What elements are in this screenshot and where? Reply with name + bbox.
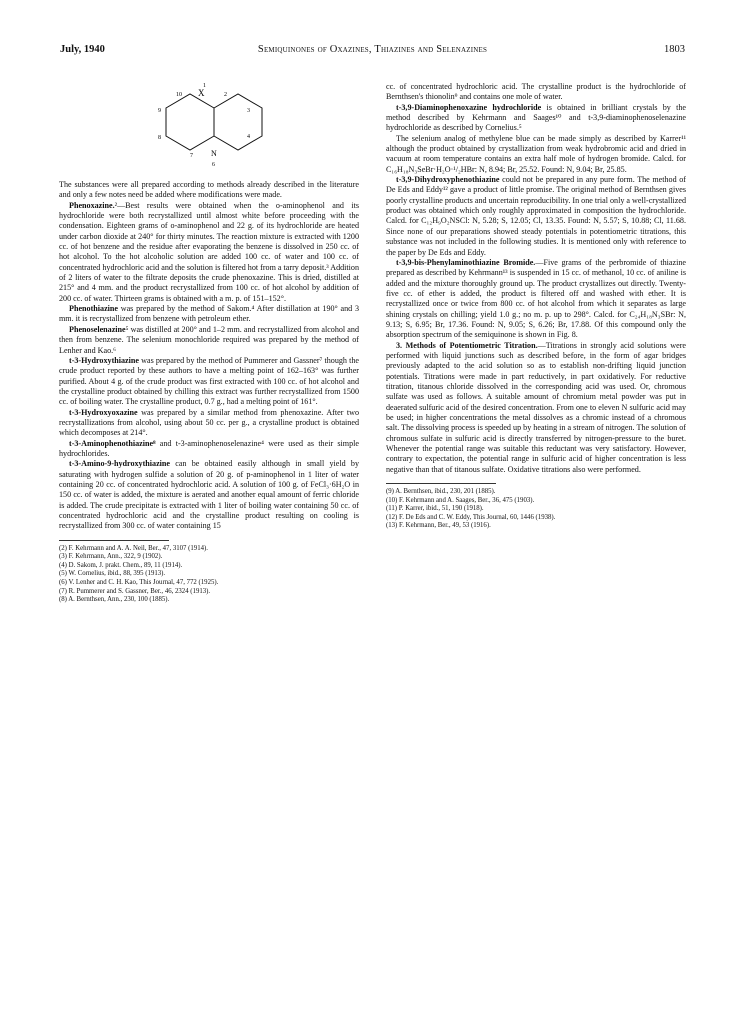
paragraph-selenium-analog: The selenium analog of methylene blue can be made simply as described by Karrer¹¹ although the product obtained by crystallization from weak hydrobromic acid and dried in vacuum at room temperature contains an extra half mole of hydrogen bromide. Calcd. for C₁₆H₁₈N₃SeBr·H₂O·¹/₂HBr: N, 8.94; Br, 25.52. Found: N, 9.04; Br, 25.85.	[386, 133, 686, 174]
footnote-rule	[386, 483, 496, 484]
footnote: (8) A. Bernthsen, Ann., 230, 100 (1885).	[59, 596, 170, 604]
footnote: (6) V. Lenher and C. H. Kao, This Journal, 47, 772 (1925).	[59, 579, 219, 587]
running-header	[60, 44, 685, 60]
ring-label-8: 8	[158, 135, 161, 141]
paragraph-continuation: cc. of concentrated hydrochloric acid. The crystalline product is the hydrochloride of Bernthsen's thionolin⁹ and contains one mole of water.	[386, 82, 686, 102]
ring-structure-figure	[59, 82, 359, 180]
paragraph-aminophenothiazine: t-3-Aminophenothiazine⁸ and t-3-aminophenoselenazine⁴ were used as their simple hydrochlorides.	[59, 438, 359, 458]
paragraph-amino-hydroxythiazine: t-3-Amino-9-hydroxythiazine can be obtained easily although in small yield by saturating with hydrogen sulfide a solution of 20 g. of p-aminophenol in 1 liter of water containing 20 cc. of concentrated hydrochloric acid. A solution of 100 g. of FeCl₃·6H₂O in 150 cc. of water is added, the mixture is aerated and another equal amount of ferric chloride is added. The crude precipitate is extracted with 1 liter of boiling water containing 50 cc. of concentrated hydrochloric acid and the crystalline product resulting on cooling is recrystallized from 300 cc. of water containing 15	[59, 459, 359, 531]
footnote-rule	[59, 540, 169, 541]
ring-label-9: 9	[158, 108, 161, 114]
paragraph-phenothiazine: Phenothiazine was prepared by the method of Sakom.⁴ After distillation at 190° and 3 mm. it is recrystallized from benzene with petroleum ether.	[59, 304, 359, 324]
footnote: (4) D. Sakom, J. prakt. Chem., 89, 11 (1914).	[59, 561, 183, 569]
footnote: (13) F. Kehrmann, Ber., 49, 53 (1916).	[386, 522, 491, 530]
ring-label-1: 1	[203, 83, 206, 89]
paragraph-phenoselenazine: Phenoselenazine⁵ was distilled at 200° and 1–2 mm. and recrystallized from alcohol and then from benzene. The selenium monochloride required was prepared by the method of Lenher and Kao.⁶	[59, 324, 359, 355]
ring-label-n: N	[211, 149, 217, 158]
footnote: (11) P. Karrer, ibid., 51, 190 (1918).	[386, 505, 484, 513]
footnote: (10) F. Kehrmann and A. Saages, Ber., 36, 475 (1903).	[386, 496, 535, 504]
paragraph-intro: The substances were all prepared according to methods already described in the literature and only a few notes need be added where modifications were made.	[59, 180, 359, 200]
header-title: Semiquinones of Oxazines, Thiazines and Selenazines	[257, 44, 488, 55]
ring-label-2: 2	[224, 92, 227, 98]
footnote: (2) F. Kehrmann and A. A. Neil, Ber., 47, 3107 (1914).	[59, 544, 208, 552]
paragraph-hydroxyoxazine: t-3-Hydroxyoxazine was prepared by a similar method from phenoxazine. After two recrystallizations from alcohol, using about 50 cc. per g., a crystalline product is obtained which decomposes at 214°.	[59, 407, 359, 438]
footnote: (7) R. Pummerer and S. Gassner, Ber., 46, 2324 (1913).	[59, 587, 211, 595]
ring-label-7: 7	[190, 153, 193, 159]
ring-label-3: 3	[247, 108, 250, 114]
left-column	[59, 82, 359, 605]
ring-label-6: 6	[212, 162, 215, 168]
right-column	[386, 82, 686, 531]
footnote: (9) A. Bernthsen, ibid., 230, 201 (1885).	[386, 488, 496, 496]
page-number: 1803	[664, 44, 685, 55]
paragraph-phenoxazine: Phenoxazine.²—Best results were obtained when the o-aminophenol and its hydrochloride were both recrystallized until almost white before proceeding with the condensation. Eighteen grams of o-aminophenol and 22 g. of its hydrochloride are heated under carbon dioxide at 240° for thirty minutes. The reaction mixture is extracted with 1200 cc. of hot benzene and the residue after evaporating the benzene is dissolved in 250 cc. of hot alcohol. To the hot alcoholic solution are added 100 cc. of water and 100 cc. of concentrated hydrochloric acid and the solution is filtered hot from a tarry deposit.³ Addition of 2 liters of water to the filtrate deposits the crude phenoxazine. This is dried, distilled at 215° and 4 mm. and the product recrystallized from 100 cc. of hot alcohol by addition of 200 cc. of water. Thirteen grams is obtained with a m. p. of 151–152°.	[59, 200, 360, 303]
tricyclic-ring-diagram	[154, 82, 264, 178]
footnote: (3) F. Kehrmann, Ann., 322, 9 (1902).	[59, 553, 163, 561]
paragraph-titration-methods: 3. Methods of Potentiometric Titration.—Titrations in strongly acid solutions were performed with liquid junctions such as described before, in the form of agar bridges previously adapted to the acid solution so as to establish non-drifting liquid junction potentials. Titrations were made in part reductively, in part oxidatively. For reductive titration, titanous chloride dissolved in the corresponding acid was used. Or, chromous sulfate was used as follows. A suitable amount of chromium metal powder was put in deaerated sulfuric acid of the desired concentration. From one to eleven N sulfuric acid may be used; in higher concentrations the metal dissolves as a chromic instead of a chromous salt. The dissolving process is speeded up by heating in a stream of nitrogen. The solution of chromous sulfate in sulfuric acid is directly transferred by nitrogen-pressure to the buret. Whenever the potential range was suitable this reductant was very satisfactory. However, contrary to expectation, the potential range in sulfuric acid of higher concentration is less negative than that of titanous sulfate. Oxidative titrations also were performed.	[386, 340, 686, 474]
footnote: (5) W. Cornelius, ibid., 88, 395 (1913).	[59, 570, 166, 578]
paragraph-bis-phenylaminothiazine: t-3,9-bis-Phenylaminothiazine Bromide.—Five grams of the perbromide of thiazine prepared as described by Kehrmann¹³ is suspended in 15 cc. of methanol, 10 cc. of aniline is added and the mixture thoroughly ground up. The product crystallizes out directly. Twenty-five cc. of ether is added, the product is filtered off and washed with ether. It is recrystallized once or twice from 800 cc. of hot alcohol from which it separates as large shining crystals on chilling; yield 1.0 g.; no m. p. up to 298°. Calcd. for C₂₄H₁₈N₃SBr: N, 9.13; S, 6.95; Br, 17.36. Found: N, 9.05; S, 6.26; Br, 17.88. Of this compound only the absorption spectrum of the semiquinone is shown in Fig. 8.	[386, 257, 687, 340]
paragraph-dihydroxyphenothiazine: t-3,9-Dihydroxyphenothiazine could not be prepared in any pure form. The method of De Eds and Eddy¹² gave a product of little promise. The original method of Bernthsen gives poorly crystalline products and uncertain reproducibility. In one trial only a well-crystallized product was obtained which only roughly approximated in composition the hydrochloride. Calcd. for C₁₂H₉O₂NSCl: N, 5.28; S, 12.05; Cl, 13.35. Found: N, 5.57; S, 10.88; Cl, 11.68. Since none of our preparations showed steady potentials in potentiometric titrations, this substance was not included in the following studies. It is mentioned only with reference to the paper by De Eds and Eddy.	[386, 175, 686, 257]
paragraph-hydroxythiazine: t-3-Hydroxythiazine was prepared by the method of Pummerer and Gassner⁷ though the crude product reported by these authors to have a melting point of 162–163° was further purified. About 4 g. of the crude product was first extracted with 100 cc. of hot alcohol and the crystalline product obtained by chilling this extract was further recrystallized from 1500 cc. of boiling water. The crystalline product, 0.7 g., had a melting point of 161°.	[59, 355, 359, 407]
ring-label-10: 10	[176, 92, 182, 98]
ring-label-4: 4	[247, 134, 250, 140]
footnote: (12) F. De Eds and C. W. Eddy, This Journal, 60, 1446 (1938).	[386, 513, 556, 521]
header-date: July, 1940	[60, 44, 105, 55]
paragraph-diaminophenoxazine: t-3,9-Diaminophenoxazine hydrochloride is obtained in brilliant crystals by the method described by Kehrmann and Saages¹⁰ and t-3,9-diaminophenoselenazine hydrochloride as described by Cornelius.⁵	[386, 102, 686, 133]
ring-label-x: X	[198, 88, 205, 98]
